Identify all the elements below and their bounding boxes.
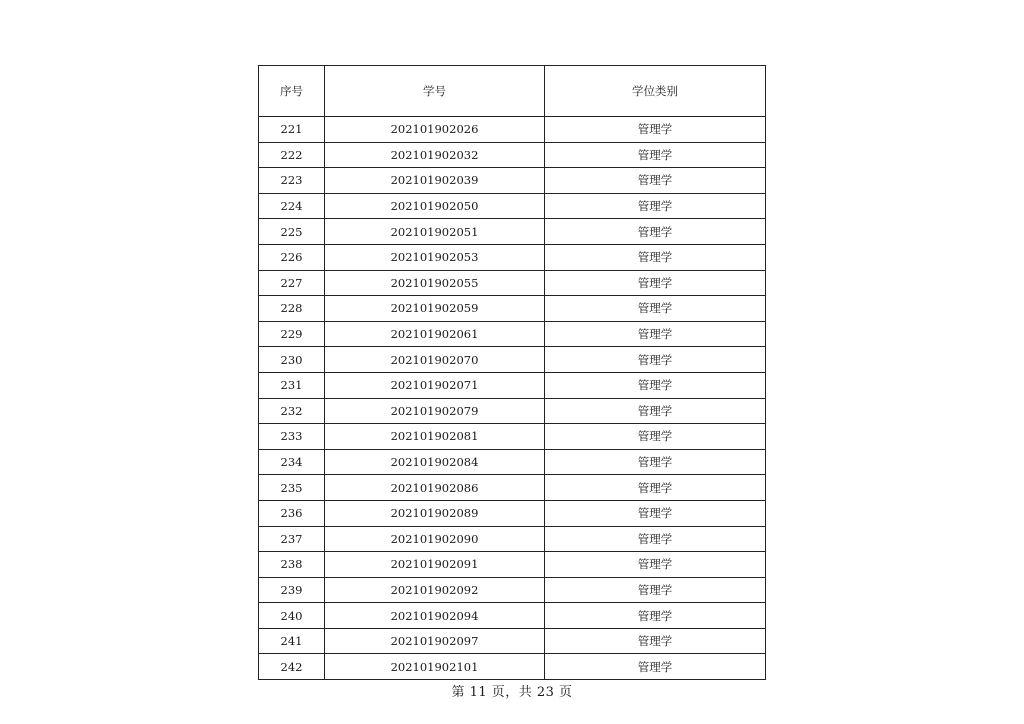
table-row [259, 321, 766, 347]
table-row [259, 193, 766, 219]
cell-student-id: 202101902071 [325, 372, 545, 398]
table-row [259, 398, 766, 424]
cell-student-id: 202101902032 [325, 142, 545, 168]
table-row [259, 168, 766, 194]
cell-seq: 236 [259, 500, 325, 526]
cell-student-id: 202101902055 [325, 270, 545, 296]
table-row [259, 244, 766, 270]
cell-seq: 233 [259, 424, 325, 450]
table-row [259, 372, 766, 398]
cell-degree-type: 管理学 [545, 117, 766, 143]
table-row [259, 142, 766, 168]
cell-degree-type: 管理学 [545, 321, 766, 347]
cell-seq: 223 [259, 168, 325, 194]
cell-seq: 240 [259, 603, 325, 629]
cell-degree-type: 管理学 [545, 424, 766, 450]
table-row [259, 526, 766, 552]
cell-student-id: 202101902094 [325, 603, 545, 629]
table-row [259, 577, 766, 603]
cell-student-id: 202101902092 [325, 577, 545, 603]
cell-degree-type: 管理学 [545, 577, 766, 603]
cell-seq: 222 [259, 142, 325, 168]
cell-degree-type: 管理学 [545, 654, 766, 680]
table-row [259, 654, 766, 680]
cell-degree-type: 管理学 [545, 296, 766, 322]
table-row [259, 628, 766, 654]
table-row [259, 424, 766, 450]
cell-seq: 234 [259, 449, 325, 475]
cell-student-id: 202101902091 [325, 552, 545, 578]
cell-degree-type: 管理学 [545, 398, 766, 424]
table-row [259, 270, 766, 296]
table-row [259, 219, 766, 245]
cell-degree-type: 管理学 [545, 142, 766, 168]
cell-degree-type: 管理学 [545, 244, 766, 270]
cell-seq: 242 [259, 654, 325, 680]
cell-degree-type: 管理学 [545, 219, 766, 245]
cell-student-id: 202101902101 [325, 654, 545, 680]
cell-degree-type: 管理学 [545, 270, 766, 296]
cell-seq: 237 [259, 526, 325, 552]
table-row [259, 347, 766, 373]
cell-seq: 239 [259, 577, 325, 603]
cell-student-id: 202101902026 [325, 117, 545, 143]
cell-student-id: 202101902081 [325, 424, 545, 450]
cell-seq: 225 [259, 219, 325, 245]
table-body [259, 117, 766, 680]
cell-student-id: 202101902097 [325, 628, 545, 654]
cell-degree-type: 管理学 [545, 168, 766, 194]
cell-degree-type: 管理学 [545, 500, 766, 526]
cell-student-id: 202101902053 [325, 244, 545, 270]
table-row [259, 500, 766, 526]
page-number-footer: 第 11 页，共 23 页 [451, 685, 573, 700]
header-seq: 序号 [259, 66, 325, 117]
cell-student-id: 202101902039 [325, 168, 545, 194]
cell-student-id: 202101902090 [325, 526, 545, 552]
cell-student-id: 202101902059 [325, 296, 545, 322]
cell-degree-type: 管理学 [545, 628, 766, 654]
cell-student-id: 202101902079 [325, 398, 545, 424]
header-degree-type: 学位类别 [545, 66, 766, 117]
cell-student-id: 202101902051 [325, 219, 545, 245]
header-student-id: 学号 [325, 66, 545, 117]
cell-seq: 238 [259, 552, 325, 578]
cell-seq: 241 [259, 628, 325, 654]
cell-seq: 235 [259, 475, 325, 501]
cell-seq: 229 [259, 321, 325, 347]
header-row [259, 66, 766, 117]
cell-student-id: 202101902070 [325, 347, 545, 373]
table-row [259, 449, 766, 475]
cell-seq: 228 [259, 296, 325, 322]
cell-seq: 227 [259, 270, 325, 296]
table-row [259, 552, 766, 578]
cell-seq: 221 [259, 117, 325, 143]
cell-degree-type: 管理学 [545, 449, 766, 475]
cell-seq: 231 [259, 372, 325, 398]
cell-student-id: 202101902061 [325, 321, 545, 347]
table-row [259, 603, 766, 629]
cell-degree-type: 管理学 [545, 603, 766, 629]
table-row [259, 117, 766, 143]
cell-student-id: 202101902086 [325, 475, 545, 501]
cell-seq: 232 [259, 398, 325, 424]
table-row [259, 475, 766, 501]
cell-seq: 230 [259, 347, 325, 373]
table-header [259, 66, 766, 117]
cell-degree-type: 管理学 [545, 347, 766, 373]
cell-student-id: 202101902084 [325, 449, 545, 475]
cell-student-id: 202101902089 [325, 500, 545, 526]
cell-degree-type: 管理学 [545, 475, 766, 501]
cell-degree-type: 管理学 [545, 372, 766, 398]
cell-degree-type: 管理学 [545, 193, 766, 219]
cell-degree-type: 管理学 [545, 552, 766, 578]
cell-seq: 224 [259, 193, 325, 219]
student-degree-table [258, 65, 766, 680]
cell-student-id: 202101902050 [325, 193, 545, 219]
cell-degree-type: 管理学 [545, 526, 766, 552]
cell-seq: 226 [259, 244, 325, 270]
table-row [259, 296, 766, 322]
